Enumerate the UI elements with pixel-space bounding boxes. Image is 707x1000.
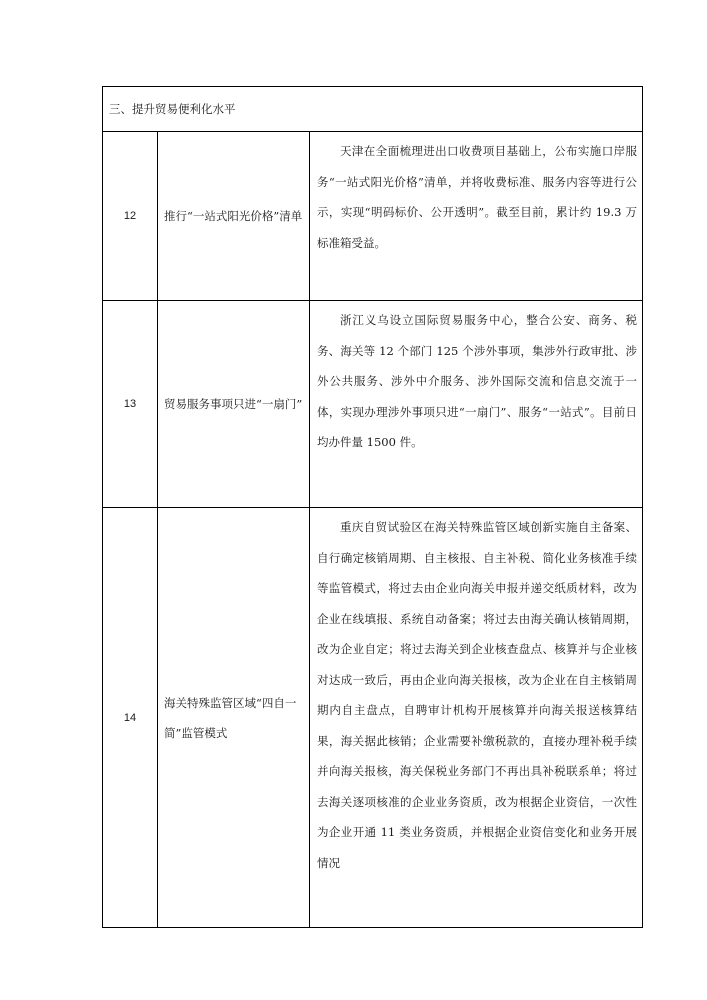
- section-header-row: [103, 87, 643, 132]
- table-row: [103, 301, 643, 508]
- measure-name: 推行“一站式阳光价格”清单: [158, 132, 310, 301]
- measure-description: [310, 132, 643, 301]
- row-number: 13: [103, 301, 158, 508]
- measures-table: [102, 86, 643, 928]
- measure-description: [310, 508, 643, 928]
- description-text: 天津在全面梳理进出口收费项目基础上，公布实施口岸服务“一站式阳光价格”清单，并将收费标准、服务内容等进行公示，实现“明码标价、公开透明”。截至目前，累计约 19.3 万标准箱受益。: [317, 144, 637, 250]
- row-number: 14: [103, 508, 158, 928]
- table-row: [103, 508, 643, 928]
- measure-description: [310, 301, 643, 508]
- section-title: 三、提升贸易便利化水平: [103, 87, 643, 132]
- table-row: [103, 132, 643, 301]
- description-text: 重庆自贸试验区在海关特殊监管区域创新实施自主备案、自行确定核销周期、自主核报、自主补税、简化业务核准手续等监管模式，将过去由企业向海关申报并递交纸质材料，改为企业在线填报、系统自动备案；将过去由海关确认核销周期，改为企业自定；将过去海关到企业核查盘点、核算并与企业核对达成一致后，再由企业向海关报核，改为企业在自主核销周期内自主盘点，自聘审计机构开展核算并向海关报送核算结果，海关据此核销；企业需要补缴税款的，直接办理补税手续并向海关报核，海关保税业务部门不再出具补税联系单；将过去海关逐项核准的企业业务资质，改为根据企业资信，一次性为企业开通 11 类业务资质，并根据企业资信变化和业务开展情况: [317, 520, 637, 870]
- row-number: 12: [103, 132, 158, 301]
- description-text: 浙江义乌设立国际贸易服务中心，整合公安、商务、税务、海关等 12 个部门 125 个涉外事项，集涉外行政审批、涉外公共服务、涉外中介服务、涉外国际交流和信息交流于一体，实现办理涉外事项只进“一扇门”、服务“一站式”。目前日均办件量 1500 件。: [317, 313, 637, 449]
- measure-name: 贸易服务事项只进“一扇门”: [158, 301, 310, 508]
- measure-name: 海关特殊监管区域“四自一简”监管模式: [158, 508, 310, 928]
